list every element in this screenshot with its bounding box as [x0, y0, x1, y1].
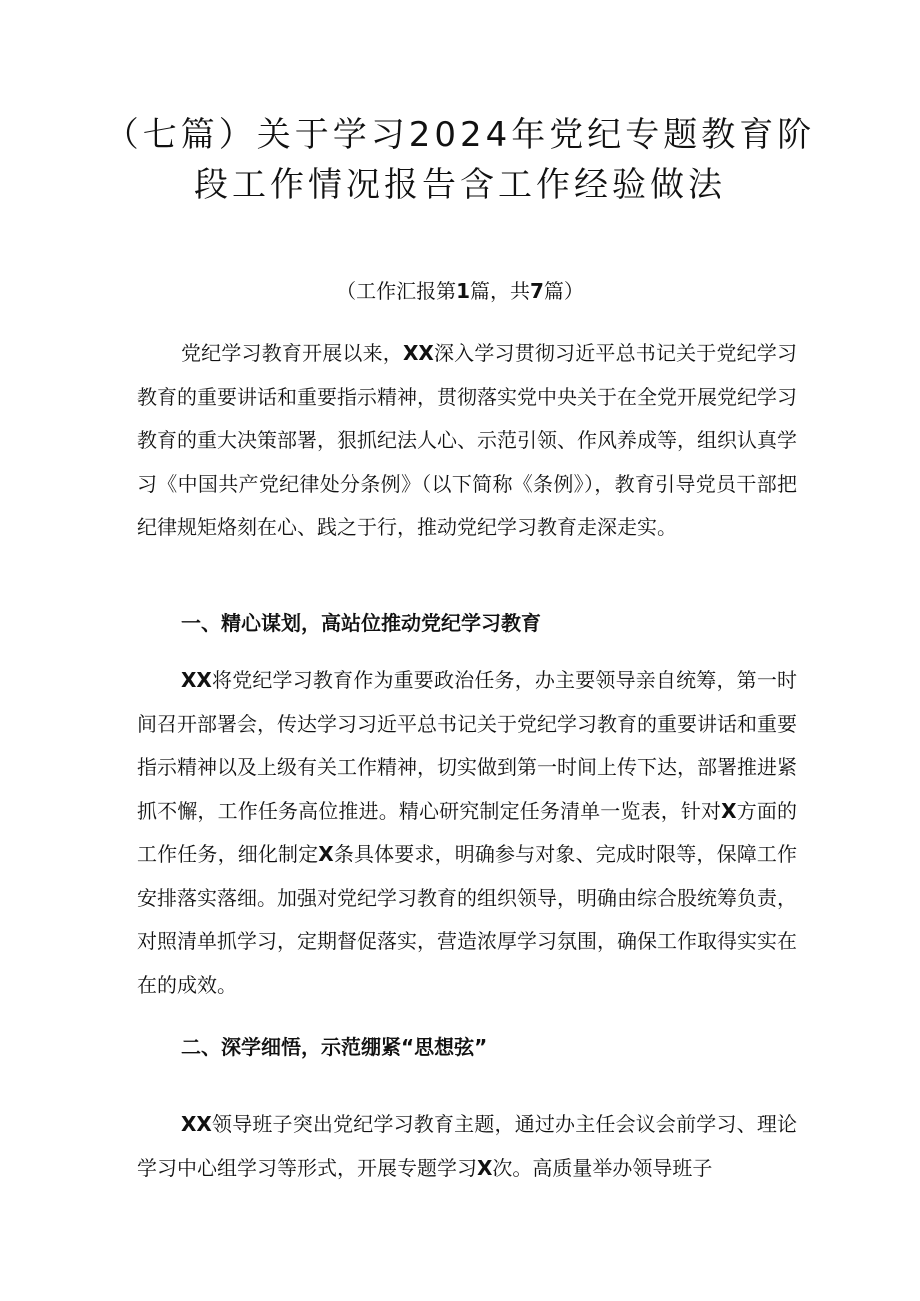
placeholder-xx: XX	[181, 668, 212, 692]
placeholder-x: X	[318, 842, 334, 866]
placeholder-xx: XX	[181, 1112, 212, 1136]
paragraph-section2	[137, 1103, 797, 1190]
section-heading-1: 一、精心谋划，高站位推动党纪学习教育	[181, 611, 541, 635]
section-heading-2: 二、深学细悟，示范绷紧“思想弦”	[181, 1035, 488, 1059]
placeholder-x: X	[477, 1155, 493, 1180]
subtitle-prefix: （工作汇报第	[336, 279, 457, 303]
placeholder-x: X	[721, 798, 737, 823]
document-title-line2: 段工作情况报告含工作经验做法	[194, 165, 726, 205]
paragraph-intro-part1: 党纪学习教育开展以来，	[181, 341, 403, 365]
paragraph-intro	[137, 332, 797, 550]
paragraph-section1	[137, 659, 797, 1007]
document-title-line1: （七篇）关于学习2024年党纪专题教育阶	[104, 115, 816, 155]
placeholder-xx: XX	[402, 341, 434, 365]
paragraph-section1-part3: 条具体要求，明确参与对象、完成时限等，保障工作安排落实落细。加强对党纪学习教育的组织领导，明确由综合股统筹负责，对照清单抓学习，定期督促落实，营造浓厚学习氛围，确保工作取得实实在在的成效。	[137, 842, 798, 997]
subtitle-middle: 篇，共	[470, 279, 530, 303]
subtitle-suffix: 篇）	[543, 279, 584, 303]
paragraph-section2-part2: 次。高质量举办领导班子	[492, 1155, 713, 1180]
paragraph-section2-part1: 领导班子突出党纪学习教育主题，通过办主任会议会前学习、理论学习中心组学习等形式，开展专题学习	[137, 1112, 797, 1180]
paragraph-section1-part1: 将党纪学习教育作为重要政治任务，办主要领导亲自统筹，第一时间召开部署会，传达学习习近平总书记关于党纪学习教育的重要讲话和重要指示精神以及上级有关工作精神，切实做到第一时间上传下达，部署推进紧抓不懈，工作任务高位推进。精心研究制定任务清单一览表，针对	[137, 668, 797, 823]
subtitle-current-number: 1	[456, 279, 470, 303]
paragraph-intro-part2: 深入学习贯彻习近平总书记关于党纪学习教育的重要讲话和重要指示精神，贯彻落实党中央关于在全党开展党纪学习教育的重大决策部署，狠抓纪法人心、示范引领、作风养成等，组织认真学习《中国共产党纪律处分条例》（以下简称《条例》），教育引导党员干部把纪律规矩烙刻在心、践之于行，推动党纪学习教育走深走实。	[137, 341, 798, 539]
paragraph-section1-part2: 方面的工作任务，细化制定	[137, 798, 798, 866]
document-subtitle	[60, 276, 860, 306]
subtitle-total-number: 7	[530, 279, 544, 303]
